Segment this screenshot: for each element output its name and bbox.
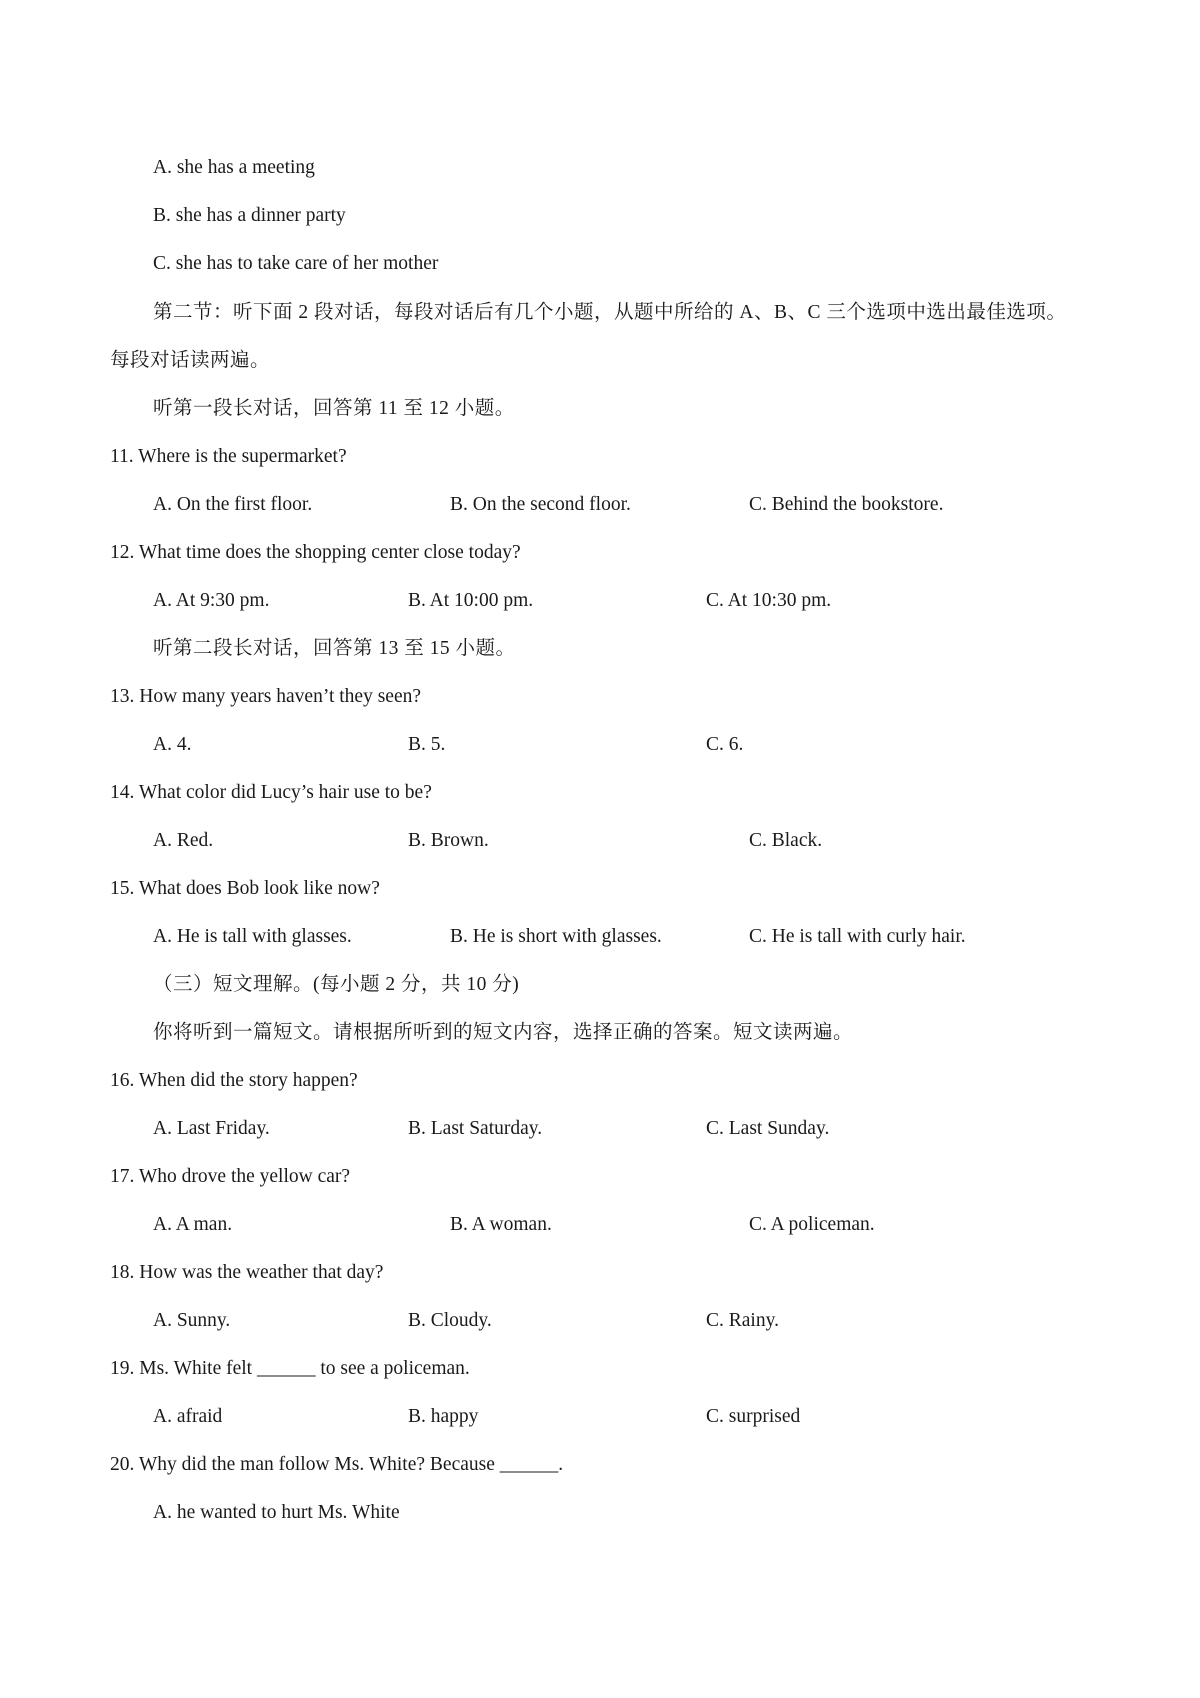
dialogue1-note: 听第一段长对话，回答第 11 至 12 小题。: [153, 398, 515, 419]
q14-options: [153, 817, 1120, 865]
q13-option-b: B. 5.: [408, 734, 446, 755]
question-14: 14. What color did Lucy’s hair use to be?: [110, 782, 432, 803]
section3-title: （三）短文理解。(每小题 2 分，共 10 分): [153, 974, 520, 995]
q11-option-b: B. On the second floor.: [450, 494, 631, 515]
q14-option-b: B. Brown.: [408, 830, 489, 851]
q14-option-c: C. Black.: [749, 830, 823, 851]
question-11: 11. Where is the supermarket?: [110, 446, 347, 467]
q15-option-c: C. He is tall with curly hair.: [749, 926, 966, 947]
q11-option-a: A. On the first floor.: [153, 494, 313, 515]
question-16: 16. When did the story happen?: [110, 1070, 358, 1091]
q19-option-b: B. happy: [408, 1406, 479, 1427]
q17-option-b: B. A woman.: [450, 1214, 552, 1235]
q18-option-c: C. Rainy.: [706, 1310, 779, 1331]
q16-options: [153, 1105, 1120, 1153]
question-15: 15. What does Bob look like now?: [110, 878, 380, 899]
q18-option-a: A. Sunny.: [153, 1310, 231, 1331]
q10-option-c: C. she has to take care of her mother: [153, 253, 439, 274]
q19-option-c: C. surprised: [706, 1406, 801, 1427]
q17-option-a: A. A man.: [153, 1214, 233, 1235]
question-12: 12. What time does the shopping center close today?: [110, 542, 521, 563]
section3-instruction: 你将听到一篇短文。请根据所听到的短文内容，选择正确的答案。短文读两遍。: [153, 1022, 854, 1043]
q11-option-c: C. Behind the bookstore.: [749, 494, 944, 515]
q10-option-b: B. she has a dinner party: [153, 205, 346, 226]
q18-options: [153, 1297, 1120, 1345]
question-20: 20. Why did the man follow Ms. White? Because ______.: [110, 1454, 564, 1475]
q18-option-b: B. Cloudy.: [408, 1310, 492, 1331]
question-13: 13. How many years haven’t they seen?: [110, 686, 422, 707]
q15-option-b: B. He is short with glasses.: [450, 926, 662, 947]
dialogue2-note: 听第二段长对话，回答第 13 至 15 小题。: [153, 638, 516, 659]
section2-instruction-cont: 每段对话读两遍。: [110, 350, 271, 371]
q11-options: [153, 481, 1120, 529]
q12-option-c: C. At 10:30 pm.: [706, 590, 832, 611]
q17-options: [153, 1201, 1120, 1249]
question-17: 17. Who drove the yellow car?: [110, 1166, 351, 1187]
q15-option-a: A. He is tall with glasses.: [153, 926, 352, 947]
q19-options: [153, 1393, 1120, 1441]
q16-option-c: C. Last Sunday.: [706, 1118, 830, 1139]
q20-option-a: A. he wanted to hurt Ms. White: [153, 1502, 400, 1523]
question-19: 19. Ms. White felt ______ to see a policeman.: [110, 1358, 470, 1379]
q13-options: [153, 721, 1120, 769]
q16-option-b: B. Last Saturday.: [408, 1118, 543, 1139]
q12-options: [153, 577, 1120, 625]
q15-options: [153, 913, 1120, 961]
q10-option-a: A. she has a meeting: [153, 157, 315, 178]
q19-option-a: A. afraid: [153, 1406, 223, 1427]
section2-instruction: 第二节：听下面 2 段对话，每段对话后有几个小题，从题中所给的 A、B、C 三个选项中选出最佳选项。: [153, 302, 1067, 323]
q16-option-a: A. Last Friday.: [153, 1118, 270, 1139]
q12-option-a: A. At 9:30 pm.: [153, 590, 270, 611]
q13-option-a: A. 4.: [153, 734, 192, 755]
q14-option-a: A. Red.: [153, 830, 214, 851]
q12-option-b: B. At 10:00 pm.: [408, 590, 534, 611]
q13-option-c: C. 6.: [706, 734, 744, 755]
q17-option-c: C. A policeman.: [749, 1214, 875, 1235]
question-18: 18. How was the weather that day?: [110, 1262, 384, 1283]
